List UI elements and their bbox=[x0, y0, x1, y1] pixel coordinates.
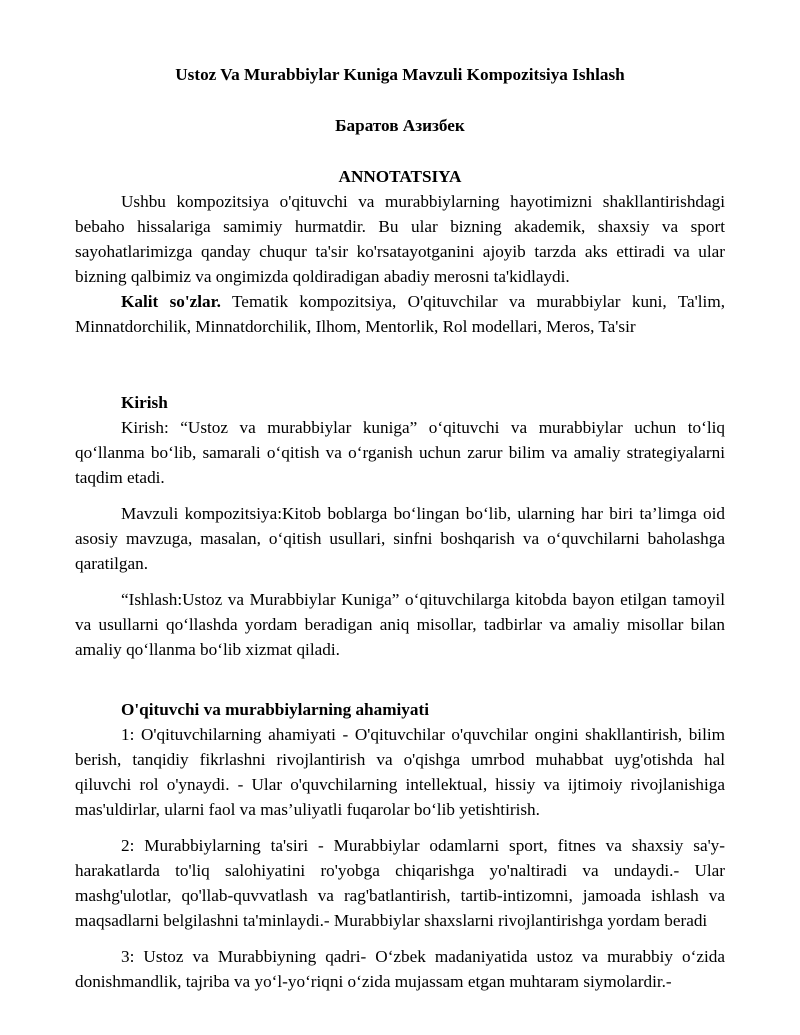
introduction-heading: Kirish bbox=[121, 393, 168, 412]
spacer bbox=[75, 576, 725, 587]
introduction-paragraph-2: Mavzuli kompozitsiya:Kitob boblarga bo‘lingan bo‘lib, ularning har biri ta’limga oid asosiy mavzuga, masalan, o‘qitish usullari, sinfni boshqarish va o‘quvchilarni baholashga qaratilgan. bbox=[75, 504, 725, 573]
author-name: Баратов Азизбек bbox=[335, 116, 465, 135]
keywords-text: Tematik kompozitsiya, O'qituvchilar va murabbiylar kuni, Ta'lim, Minnatdorchilik, Minnatdorchilik, Ilhom, Mentorlik, Rol modellari, Meros, Ta'sir bbox=[75, 292, 725, 336]
paper-title: Ustoz Va Murabbiylar Kuniga Mavzuli Kompozitsiya Ishlash bbox=[175, 65, 625, 84]
importance-paragraph-1: 1: O'qituvchilarning ahamiyati - O'qituvchilar o'quvchilar ongini shakllantirish, bilim berish, tanqidiy fikrlashni rivojlantirish va o'qishga umrbod muhabbat uyg'otishda hal qiluvchi rol o'ynaydi. - Ular o'quvchilarning intellektual, hissiy va ijtimoiy rivojlanishiga mas'uldirlar, ularni faol va mas’uliyatli fuqarolar bo‘lib yetishtirish. bbox=[75, 725, 725, 819]
importance-paragraph-3: 3: Ustoz va Murabbiyning qadri- O‘zbek madaniyatida ustoz va murabbiy o‘zida donishmandlik, tajriba va yo‘l-yo‘riqni o‘zida mujassam etgan muhtaram siymolardir.- bbox=[75, 947, 725, 991]
annotation-heading: ANNOTATSIYA bbox=[338, 167, 462, 186]
spacer bbox=[75, 662, 725, 697]
importance-paragraph-2: 2: Murabbiylarning ta'siri - Murabbiylar odamlarni sport, fitnes va shaxsiy sa'y-harakatlarda to'liq salohiyatini ro'yobga chiqarishga yo'naltiradi va undaydi.- Ular mashg'ulotlar, qo'llab-quvvatlash va rag'batlantirish, tartib-intizomni, jamoada ishlash va maqsadlarni belgilashni ta'minlaydi.- Murabbiylar shaxslarni rivojlantirishga yordam beradi bbox=[75, 836, 725, 930]
annotation-paragraph: Ushbu kompozitsiya o'qituvchi va murabbiylarning hayotimizni shakllantirishdagi bebaho hissalariga samimiy hurmatdir. Bu ular bizning akademik, shaxsiy va sport sayohatlarimizga qanday chuqur ta'sir ko'rsatayotganini ajoyib tarzda aks ettiradi va ular bizning qalbimiz va ongimizda qoldiradigan abadiy merosni ta'kidlaydi. bbox=[75, 192, 725, 286]
spacer bbox=[75, 339, 725, 390]
keywords-label: Kalit so'zlar. bbox=[121, 292, 221, 311]
spacer bbox=[75, 490, 725, 501]
importance-heading: O'qituvchi va murabbiylarning ahamiyati bbox=[121, 700, 429, 719]
introduction-paragraph-1: Kirish: “Ustoz va murabbiylar kuniga” o‘qituvchi va murabbiylar uchun to‘liq qo‘llanma bo‘lib, samarali o‘qitish va o‘rganish uchun zarur bilim va amaliy strategiyalarni taqdim etadi. bbox=[75, 418, 725, 487]
introduction-paragraph-3: “Ishlash:Ustoz va Murabbiylar Kuniga” o‘qituvchilarga kitobda bayon etilgan tamoyil va usullarni qo‘llashda yordam beradigan aniq misollar, tadbirlar va amaliy misollar bilan amaliy qo‘llanma bo‘lib xizmat qiladi. bbox=[75, 590, 725, 659]
spacer bbox=[75, 822, 725, 833]
keywords-paragraph bbox=[75, 289, 725, 339]
document-page bbox=[75, 62, 725, 994]
spacer bbox=[75, 933, 725, 944]
